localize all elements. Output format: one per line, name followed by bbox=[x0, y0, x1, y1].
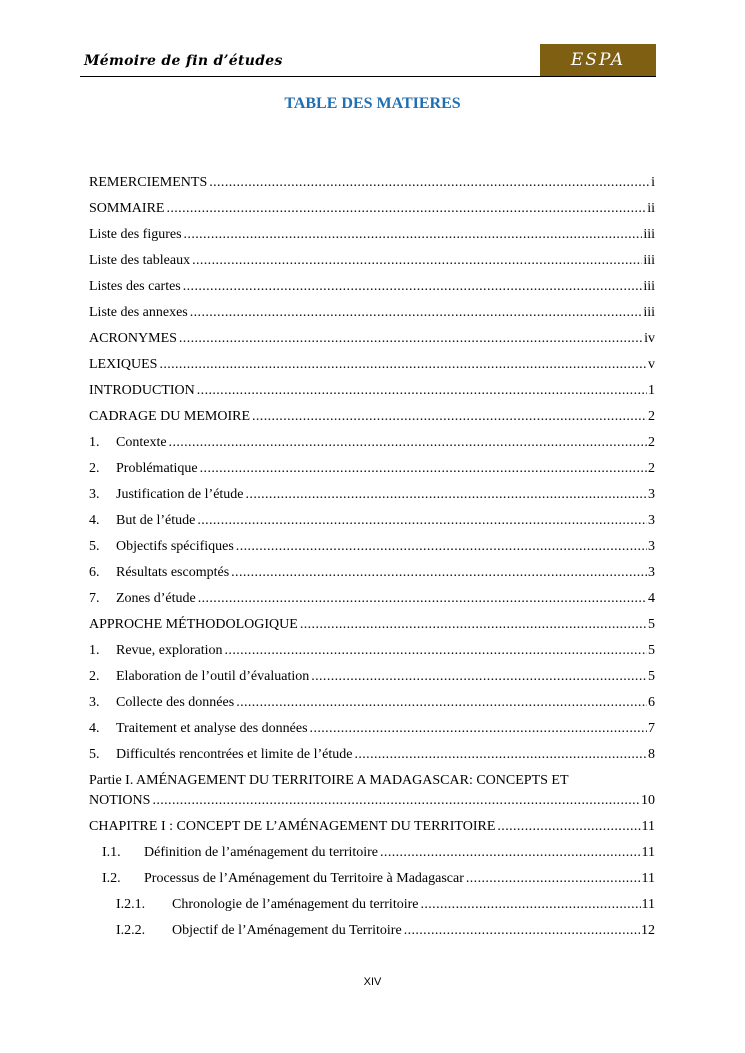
toc-leader bbox=[246, 482, 647, 508]
toc-entry-number: I.2.2. bbox=[116, 923, 146, 938]
toc-entry-title: Collecte des données bbox=[116, 695, 235, 710]
toc-entry-number: 5. bbox=[89, 539, 100, 554]
toc-entry[interactable] bbox=[89, 482, 655, 508]
toc-entry[interactable] bbox=[89, 716, 655, 742]
toc-entry[interactable] bbox=[89, 326, 655, 352]
toc-leader bbox=[236, 690, 647, 716]
toc-entry-title: Elaboration de l’outil d’évaluation bbox=[116, 669, 310, 684]
toc-page-number: 5 bbox=[648, 643, 655, 658]
toc-page-number: 2 bbox=[648, 435, 655, 450]
toc-entry[interactable] bbox=[89, 814, 655, 840]
toc-page-number: 11 bbox=[641, 819, 655, 834]
toc-entry-title: Listes des cartes bbox=[89, 279, 181, 294]
toc-page-number: iii bbox=[643, 305, 655, 320]
toc-entry-title: SOMMAIRE bbox=[89, 201, 165, 216]
toc-entry[interactable] bbox=[89, 742, 655, 768]
toc-leader bbox=[197, 378, 647, 404]
toc-leader bbox=[192, 248, 642, 274]
page-number-footer: XIV bbox=[363, 976, 382, 988]
toc-entry-title: Contexte bbox=[116, 435, 167, 450]
toc-leader bbox=[166, 196, 646, 222]
toc-leader bbox=[380, 840, 640, 866]
toc-page-number: 5 bbox=[648, 617, 655, 632]
toc-leader bbox=[225, 638, 647, 664]
toc-entry[interactable] bbox=[89, 170, 655, 196]
toc-entry-title: INTRODUCTION bbox=[89, 383, 195, 398]
toc-entry-title: Résultats escomptés bbox=[116, 565, 230, 580]
toc-page-number: 11 bbox=[641, 897, 655, 912]
toc-page-number: v bbox=[648, 357, 655, 372]
toc-leader bbox=[152, 791, 640, 811]
toc-page-number: 6 bbox=[648, 695, 655, 710]
header-institution-badge: ESPA bbox=[540, 44, 656, 76]
toc-entry-number: 4. bbox=[89, 513, 100, 528]
toc-leader bbox=[311, 664, 647, 690]
toc-entry-number: I.2.1. bbox=[116, 897, 146, 912]
toc-entry[interactable] bbox=[89, 430, 655, 456]
toc-entry[interactable] bbox=[89, 508, 655, 534]
toc-page-number: 11 bbox=[641, 845, 655, 860]
toc-entry[interactable] bbox=[89, 196, 655, 222]
toc-entry-title: Liste des annexes bbox=[89, 305, 188, 320]
toc-entry-number: I.2. bbox=[102, 871, 121, 886]
toc-page-number: iii bbox=[643, 279, 655, 294]
toc-entry[interactable] bbox=[89, 248, 655, 274]
toc-leader bbox=[209, 170, 650, 196]
toc-page-number: 2 bbox=[648, 409, 655, 424]
toc-leader bbox=[159, 352, 647, 378]
toc-entry[interactable] bbox=[89, 274, 655, 300]
toc-entry-number: I.1. bbox=[102, 845, 121, 860]
toc-entry[interactable] bbox=[89, 840, 655, 866]
toc-entry[interactable] bbox=[89, 404, 655, 430]
toc-entry[interactable] bbox=[89, 918, 655, 944]
toc-leader bbox=[190, 300, 643, 326]
toc-entry[interactable] bbox=[89, 300, 655, 326]
toc-entry[interactable] bbox=[89, 690, 655, 716]
toc-entry-title: Difficultés rencontrées et limite de l’étude bbox=[116, 747, 353, 762]
toc-entry-title: But de l’étude bbox=[116, 513, 196, 528]
toc-entry-title: REMERCIEMENTS bbox=[89, 175, 208, 190]
toc-entry[interactable] bbox=[89, 352, 655, 378]
toc-entry[interactable] bbox=[89, 586, 655, 612]
toc-leader bbox=[183, 274, 643, 300]
page-header bbox=[80, 44, 656, 77]
toc-entry-number: 2. bbox=[89, 669, 100, 684]
toc-entry-title: ACRONYMES bbox=[89, 331, 177, 346]
toc-entry-title: CADRAGE DU MEMOIRE bbox=[89, 409, 250, 424]
toc-entry-title: Processus de l’Aménagement du Territoire à Madagascar bbox=[144, 871, 464, 886]
toc-entry-title: Définition de l’aménagement du territoire bbox=[144, 845, 379, 860]
toc-page-number: 4 bbox=[648, 591, 655, 606]
table-of-contents bbox=[89, 170, 655, 944]
toc-entry-number: 6. bbox=[89, 565, 100, 580]
toc-entry-number: 4. bbox=[89, 721, 100, 736]
toc-page-number: 3 bbox=[648, 513, 655, 528]
toc-entry-title: APPROCHE MÉTHODOLOGIQUE bbox=[89, 617, 298, 632]
toc-entry-title: Justification de l’étude bbox=[116, 487, 244, 502]
toc-page-number: 11 bbox=[641, 871, 655, 886]
toc-entry-title: Zones d’étude bbox=[116, 591, 196, 606]
toc-leader bbox=[231, 560, 647, 586]
toc-leader bbox=[179, 326, 643, 352]
toc-page-number: 5 bbox=[648, 669, 655, 684]
toc-entry-title: Objectifs spécifiques bbox=[116, 539, 234, 554]
toc-entry-title: LEXIQUES bbox=[89, 357, 158, 372]
toc-leader bbox=[197, 508, 647, 534]
toc-leader bbox=[169, 430, 647, 456]
toc-entry[interactable] bbox=[89, 638, 655, 664]
toc-entry-part-one[interactable] bbox=[89, 768, 655, 814]
toc-leader bbox=[404, 918, 640, 944]
toc-page-number: 3 bbox=[648, 487, 655, 502]
toc-leader bbox=[236, 534, 647, 560]
toc-page-number: 3 bbox=[648, 539, 655, 554]
toc-entry[interactable] bbox=[89, 378, 655, 404]
toc-entry-number: 1. bbox=[89, 643, 100, 658]
toc-entry-title: NOTIONS bbox=[89, 793, 151, 808]
toc-entry[interactable] bbox=[89, 612, 655, 638]
toc-leader bbox=[310, 716, 647, 742]
toc-entry-number: 5. bbox=[89, 747, 100, 762]
toc-entry-title: CHAPITRE I : CONCEPT DE L’AMÉNAGEMENT DU TERRITOIRE bbox=[89, 819, 496, 834]
toc-leader bbox=[252, 404, 647, 430]
toc-page-number: 2 bbox=[648, 461, 655, 476]
toc-entry-number: 7. bbox=[89, 591, 100, 606]
toc-entry-title: Revue, exploration bbox=[116, 643, 223, 658]
toc-entry[interactable] bbox=[89, 866, 655, 892]
toc-entry[interactable] bbox=[89, 892, 655, 918]
toc-entry-number: 2. bbox=[89, 461, 100, 476]
toc-page-number: ii bbox=[647, 201, 655, 216]
header-document-type: Mémoire de fin d’études bbox=[84, 53, 283, 69]
toc-page-number: iv bbox=[644, 331, 655, 346]
toc-page-number: iii bbox=[643, 253, 655, 268]
toc-page-number: 3 bbox=[648, 565, 655, 580]
toc-leader bbox=[184, 222, 643, 248]
toc-page-number: 12 bbox=[641, 923, 655, 938]
toc-leader bbox=[354, 742, 647, 768]
toc-entry-title: Chronologie de l’aménagement du territoire bbox=[172, 897, 419, 912]
toc-page-number: iii bbox=[643, 227, 655, 242]
toc-page-number: i bbox=[651, 175, 655, 190]
toc-page-number: 7 bbox=[648, 721, 655, 736]
toc-leader bbox=[466, 866, 641, 892]
toc-page-number: 8 bbox=[648, 747, 655, 762]
toc-leader bbox=[497, 814, 640, 840]
toc-leader bbox=[200, 456, 647, 482]
page-title: TABLE DES MATIERES bbox=[284, 95, 461, 112]
toc-entry[interactable] bbox=[89, 534, 655, 560]
toc-leader bbox=[300, 612, 647, 638]
toc-entry[interactable] bbox=[89, 222, 655, 248]
toc-entry-title: Liste des tableaux bbox=[89, 253, 191, 268]
toc-entry-number: 3. bbox=[89, 487, 100, 502]
toc-leader bbox=[420, 892, 640, 918]
toc-entry[interactable] bbox=[89, 456, 655, 482]
toc-leader bbox=[198, 586, 647, 612]
toc-entry-title: Liste des figures bbox=[89, 227, 182, 242]
toc-page-number: 10 bbox=[641, 793, 655, 808]
toc-entry[interactable] bbox=[89, 664, 655, 690]
toc-entry-title: Problématique bbox=[116, 461, 198, 476]
toc-entry-number: 3. bbox=[89, 695, 100, 710]
toc-page-number: 1 bbox=[648, 383, 655, 398]
toc-entry[interactable] bbox=[89, 560, 655, 586]
toc-entry-title: Objectif de l’Aménagement du Territoire bbox=[172, 923, 402, 938]
toc-entry-title: Traitement et analyse des données bbox=[116, 721, 308, 736]
toc-entry-title-line1: Partie I. AMÉNAGEMENT DU TERRITOIRE A MADAGASCAR: CONCEPTS ET bbox=[89, 773, 569, 788]
toc-entry-number: 1. bbox=[89, 435, 100, 450]
